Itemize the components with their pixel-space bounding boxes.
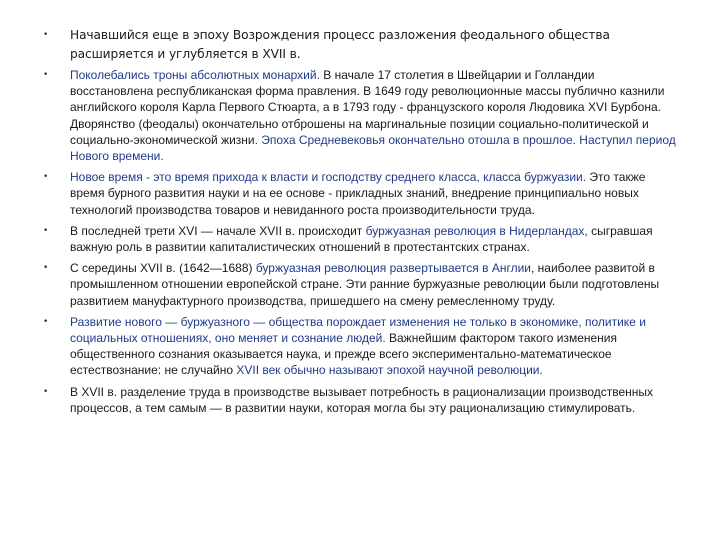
bullet-dot-icon: •: [43, 263, 49, 274]
bullet-dot-icon: •: [43, 70, 49, 80]
bullet-text: В XVII в. разделение труда в производстве вызывает потребность в рационализации производственных процессов, а тем самым — в развитии науки, которая могла бы эту рационализацию стимулировать.: [70, 384, 654, 415]
bullet-text: , наиболее развитой в промышленном отношении европейской стране. Эти ранние буржуазные революции были подготовлены развитием мануфактурного производства, пришедшего на смену ремесленному труду.: [70, 261, 660, 308]
bullet-text-highlight: Развитие нового — буржуазного — общества порождает изменения не только в экономике, политике и социальных отношениях, оно меняет и сознание людей.: [70, 314, 646, 346]
bullet-dot-icon: •: [43, 30, 49, 40]
bullet-text-highlight: XVII век обычно называют эпохой научной революции.: [236, 363, 543, 378]
bullet-item: [0, 26, 720, 63]
bullet-text: Начавшийся еще в эпоху Возрождения процесс разложения феодального общества расширяется и углубляется в XVII в.: [70, 28, 610, 61]
bullet-text-highlight: Поколебались троны абсолютных монархий.: [70, 68, 320, 82]
bullet-text: , сыгравшая важную роль в развитии капиталистических отношений в протестантских странах.: [70, 223, 653, 255]
bullet-text-highlight: буржуазная революция развертывается в Англии: [255, 261, 531, 276]
bullet-dot-icon: •: [43, 386, 49, 397]
bullet-text: В начале 17 столетия в Швейцарии и Голландии восстановлена республиканская форма правления. В 1649 году революционные массы публично казнили английского короля Карла Первого Стюарта, а в 1793 году - французского короля Людовика XVI Бурбона. Дворянство (феодалы) окончательно отброшены на маргинальные позиции социально-политической и социально-экономической жизни.: [70, 68, 665, 147]
bullet-item: [0, 260, 720, 309]
bullet-item: [0, 314, 720, 379]
bullet-dot-icon: •: [43, 172, 49, 183]
bullet-text-highlight: буржуазная революция в Нидерландах: [365, 223, 585, 238]
bullet-text: С середины XVII в. (1642—1688): [70, 261, 256, 276]
bullet-text-highlight: Новое время - это время прихода к власти и господству среднего класса, класса буржуазии.: [70, 170, 587, 185]
bullet-dot-icon: •: [43, 316, 49, 327]
bullet-text: В последней трети XVI — начале XVII в. происходит: [70, 223, 366, 238]
bullet-text-highlight: Эпоха Средневековья окончательно отошла в прошлое. Наступил период Нового времени.: [70, 132, 676, 164]
bullet-item: [0, 223, 720, 255]
bullet-text: Это также время бурного развития науки и на ее основе - прикладных знаний, внедрение принципиально новых технологий производства товаров и невиданного роста производительности труда.: [70, 170, 646, 217]
bullet-dot-icon: •: [43, 225, 49, 236]
bullet-item: [0, 67, 720, 164]
bullet-item: [0, 169, 720, 218]
bullet-list: [0, 26, 720, 421]
bullet-text: Важнейшим фактором такого изменения общественного сознания оказывается наука, и прежде всего экспериментально-математическое естествознание: не случайно: [70, 331, 617, 378]
bullet-item: [0, 384, 720, 416]
